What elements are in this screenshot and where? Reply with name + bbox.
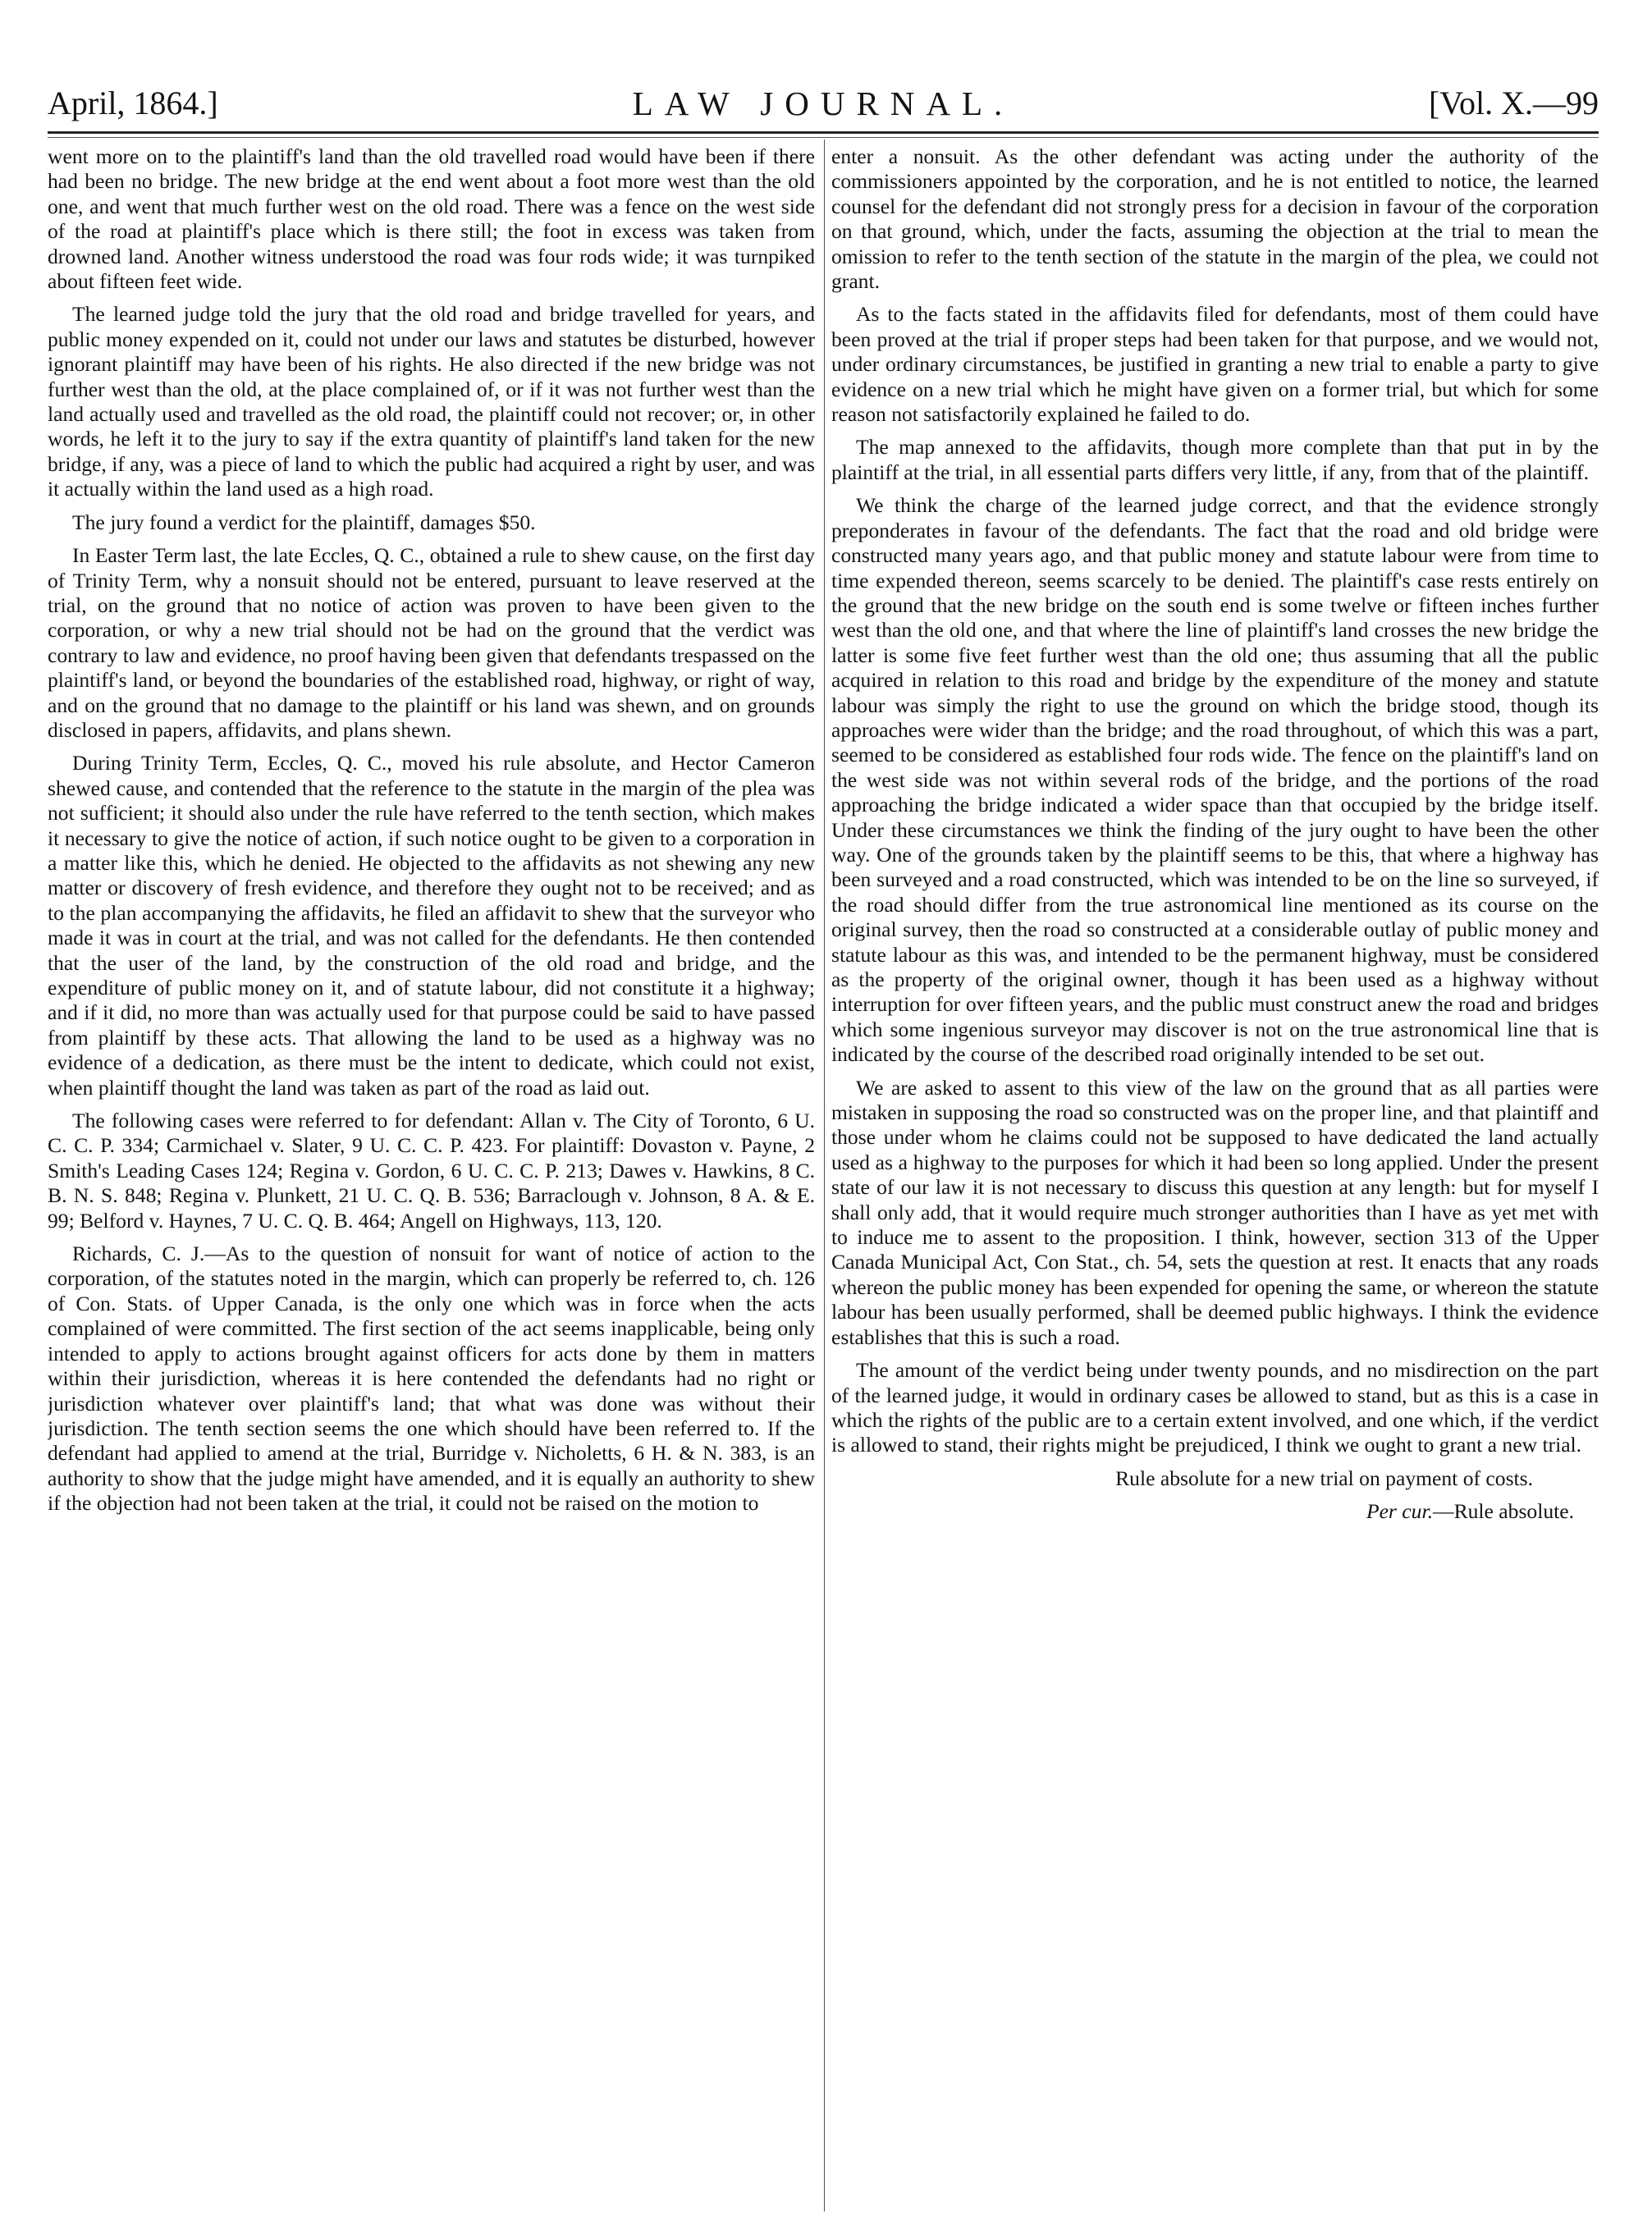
header-rule-thin	[48, 137, 1599, 138]
per-cur-label: Per cur.	[1366, 1499, 1433, 1524]
right-column	[831, 144, 1599, 2204]
per-curiam	[831, 1499, 1599, 1524]
paragraph: The jury found a verdict for the plaintiff, damages $50.	[72, 510, 536, 534]
paragraph: The learned judge told the jury that the old road and bridge travelled for years, and public money expended on it, could not under our laws and statutes be disturbed, however ignorant plaintiff may have been of his rights. He also directed if the new bridge was not further west than the old, at the place complained of, or if it was not further west than the land actually used and travelled as the old road, the plaintiff could not recover; or, in other words, he left it to the jury to say if the extra quantity of plaintiff's land taken for the new bridge, if any, was a piece of land to which the public had acquired a right by user, and was it actually within the land used as a high road.	[48, 302, 815, 501]
volume-page-number: [Vol. X.—99	[1428, 85, 1599, 121]
journal-title: LAW JOURNAL.	[632, 85, 1014, 122]
paragraph: The amount of the verdict being under twenty pounds, and no misdirection on the part of the learned judge, it would in ordinary cases be allowed to stand, but as this is a case in which the rights of the public are to a certain extent involved, and one which, if the verdict is allowed to stand, their rights might be prejudiced, I think we ought to grant a new trial.	[831, 1358, 1599, 1457]
header-rule-thick	[48, 131, 1599, 134]
paragraph: enter a nonsuit. As the other defendant was acting under the authority of the commissioners appointed by the corporation, and he is not entitled to notice, the learned counsel for the defendant did not strongly press for a decision in favour of the corporation on that ground, which, under the facts, assuming the objection at the trial to mean the omission to refer to the tenth section of the statute in the margin of the plea, we could not grant.	[831, 144, 1599, 294]
paragraph: We are asked to assent to this view of the law on the ground that as all parties were mistaken in supposing the road so constructed was on the proper line, and that plaintiff and those under whom he claims could not be supposed to have dedicated the land actually used as a highway to the purposes for which it had been so long applied. Under the present state of our law it is not necessary to discuss this question at any length: but for myself I shall only add, that it would require much stronger authorities than I have as yet met with to induce me to assent to the proposition. I think, however, section 313 of the Upper Canada Municipal Act, Con Stat., ch. 54, sets the question at rest. It enacts that any roads whereon the public money has been expended for opening the same, or whereon the statute labour has been usually performed, shall be deemed public highways. I think the evidence establishes that this is such a road.	[831, 1075, 1599, 1349]
paragraph: The map annexed to the affidavits, though more complete than that put in by the plaintiff at the trial, in all essential parts differs very little, if any, from that of the plaintiff.	[831, 435, 1599, 484]
paragraph: The following cases were referred to for defendant: Allan v. The City of Toronto, 6 U. C. C. P. 334; Carmichael v. Slater, 9 U. C. C. P. 423. For plaintiff: Dovaston v. Payne, 2 Smith's Leading Cases 124; Regina v. Gordon, 6 U. C. C. P. 213; Dawes v. Hawkins, 8 C. B. N. S. 848; Regina v. Plunkett, 21 U. C. Q. B. 536; Barraclough v. Johnson, 8 A. & E. 99; Belford v. Haynes, 7 U. C. Q. B. 464; Angell on Highways, 113, 120.	[48, 1109, 815, 1233]
page-header	[48, 79, 1599, 128]
column-divider	[824, 140, 825, 2211]
paragraph: As to the facts stated in the affidavits filed for defendants, most of them could have been proved at the trial if proper steps had been taken for that purpose, and we would not, under ordinary circumstances, be justified in granting a new trial to enable a party to give evidence on a new trial which he might have given on a former trial, but which for some reason not satisfactorily explained he failed to do.	[831, 302, 1599, 427]
paragraph: In Easter Term last, the late Eccles, Q. C., obtained a rule to shew cause, on the first day of Trinity Term, why a nonsuit should not be entered, pursuant to leave reserved at the trial, on the ground that no notice of action was proven to have been given to the corporation, or why a new trial should not be had on the ground that the verdict was contrary to law and evidence, no proof having been given that defendants trespassed on the plaintiff's land, or beyond the boundaries of the established road, highway, or right of way, and on the ground that no damage to the plaintiff or his land was shewn, and on grounds disclosed in papers, affidavits, and plans shewn.	[48, 543, 815, 742]
paragraph: During Trinity Term, Eccles, Q. C., moved his rule absolute, and Hector Cameron shewed cause, and contended that the reference to the statute in the margin of the plea was not sufficient; it should also under the rule have referred to the tenth section, which makes it necessary to give the notice of action, if such notice ought to be given to a corporation in a matter like this, which he denied. He objected to the affidavits as not shewing any new matter or discovery of fresh evidence, and therefore they ought not to be received; and as to the plan accompanying the affidavits, he filed an affidavit to shew that the surveyor who made it was in court at the trial, and was not called for the defendants. He then contended that the user of the land, by the construction of the old road and bridge, and the expenditure of public money on it, and of statute labour, did not constitute it a highway; and if it did, no more than was actually used for that purpose could be said to have passed from plaintiff by these acts. That allowing the land to be used as a highway was no evidence of a dedication, as there must be the intent to dedicate, which could not exist, when plaintiff thought the land was taken as part of the road as laid out.	[48, 751, 815, 1100]
per-cur-result: —Rule absolute.	[1432, 1499, 1574, 1524]
paragraph: went more on to the plaintiff's land than the old travelled road would have been if there had been no bridge. The new bridge at the end went about a foot more west than the old one, and went that much further west on the old road. There was a fence on the west side of the road at plaintiff's place which is there still; the foot in excess was taken from drowned land. Another witness understood the road was four rods wide; it was turnpiked about fifteen feet wide.	[48, 144, 815, 294]
paragraph: We think the charge of the learned judge correct, and that the evidence strongly preponderates in favour of the defendants. The fact that the road and old bridge were constructed many years ago, and that public money and statute labour were from time to time expended thereon, seems scarcely to be denied. The plaintiff's case rests entirely on the ground that the new bridge on the south end is some twelve or fifteen inches further west than the old one, and that where the line of plaintiff's land crosses the new bridge the latter is some five feet further west than the old one; thus assuming that all the public acquired in relation to this road and bridge by the expenditure of the money and statute labour was simply the right to use the ground on which the bridge stood, though its approaches were wider than the bridge; and the road throughout, of which this was a part, seemed to be considered as established four rods wide. The fence on the plaintiff's land on the west side was not within several rods of the bridge, and the portions of the road approaching the bridge indicated a wider space than that occupied by the bridge itself. Under these circumstances we think the finding of the jury ought to have been the other way. One of the grounds taken by the plaintiff seems to be this, that where a highway has been surveyed and a road constructed, which was intended to be on the line so surveyed, if the road should differ from the true astronomical line mentioned as its course on the original survey, then the road so constructed at a considerable outlay of public money and statute labour as this was, and intended to be the permanent highway, must be considered as the property of the original owner, though it has been used as a highway without interruption for over fifteen years, and the public must construct anew the road and bridges which some ingenious surveyor may discover is not on the true astronomical line that is indicated by the course of the described road originally intended to be set out.	[831, 493, 1599, 1067]
paragraph: Richards, C. J.—As to the question of nonsuit for want of notice of action to the corporation, of the statutes noted in the margin, which can properly be referred to, ch. 126 of Con. Stats. of Upper Canada, is the only one which was in force when the acts complained of were committed. The first section of the act seems inapplicable, being only intended to apply to actions brought against officers for acts done by them in matters within their jurisdiction, whereas it is here contended the defendants had no right or jurisdiction whatever over plaintiff's land; that what was done was without their jurisdiction. The tenth section seems the one which should have been referred to. If the defendant had applied to amend at the trial, Burridge v. Nicholetts, 6 H. & N. 383, is an authority to show that the judge might have amended, and it is equally an authority to shew if the objection had not been taken at the trial, it could not be raised on the motion to	[48, 1242, 815, 1516]
rule-order: Rule absolute for a new trial on payment of costs.	[1115, 1466, 1533, 1490]
issue-date: April, 1864.]	[48, 85, 218, 121]
left-column	[48, 144, 815, 2204]
